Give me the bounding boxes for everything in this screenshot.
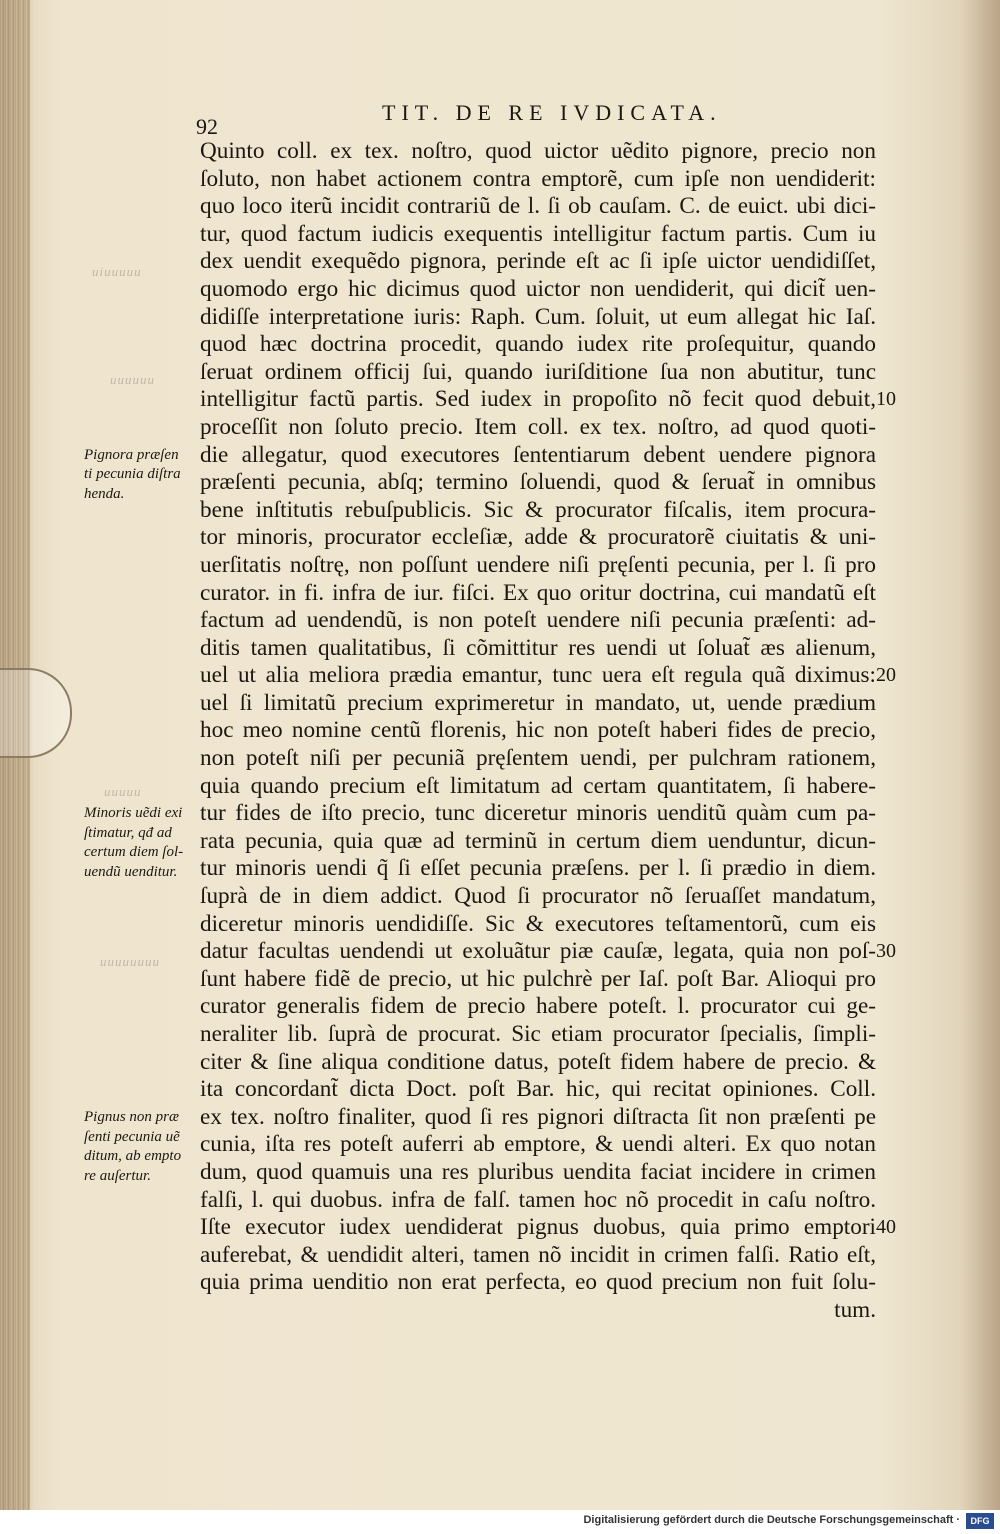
page-header	[196, 98, 876, 139]
text-line: non poteſt niſi per pecuniã pręſentem uendi, per pulchram rationem,	[200, 745, 876, 772]
text-line: dex uendit exequẽdo pignora, perinde eſt ac ſi ipſe uictor uendidiſſet,	[200, 248, 876, 275]
text-line: quod hæc doctrina procedit, quando iudex rite proſequitur, quando	[200, 331, 876, 358]
text-line: ſuprà de in diem addict. Quod ſi procurator nõ ſeruaſſet mandatum,	[200, 883, 876, 910]
text-line: ex tex. noſtro finaliter, quod ſi res pignori diſtracta ſit non præſenti pe	[200, 1103, 876, 1130]
text-line: tur fides de iſto precio, tunc diceretur minoris uenditũ quàm cum pa-	[200, 800, 876, 827]
funding-credit: Digitalisierung gefördert durch die Deutsche Forschungsgemeinschaft ·	[583, 1514, 960, 1526]
running-title: TIT. DE RE IVDICATA.	[382, 100, 722, 125]
margin-note	[84, 446, 202, 505]
text-line: diceretur minoris uendidiſſe. Sic & executores teſtamentorũ, cum eis	[200, 910, 876, 937]
text-line: quia prima uenditio non erat perfecta, eo quod precium non fuit ſolu-	[200, 1269, 876, 1296]
text-line: intelligitur factũ partis. Sed iudex in propoſito nõ fecit quod debuit,	[200, 386, 876, 413]
bleed-through-text: uuuuuuuu	[100, 954, 160, 969]
margin-note-line: certum diem ſol-	[84, 844, 184, 861]
paper-clip-tab	[0, 668, 72, 758]
text-line: curator. in fi. infra de iur. fiſci. Ex quo oritur doctrina, cui mandatũ eſt	[200, 579, 876, 606]
text-line: uerſitatis noſtrę, non poſſunt uendere niſi pręſenti pecunia, per l. ſi pro	[200, 551, 876, 578]
text-line: rata pecunia, quia quæ ad terminũ in certum diem uenduntur, dicun-	[200, 827, 876, 854]
margin-note-line: Minoris uẽdi exi	[84, 805, 183, 822]
text-line: quia quando precium eſt limitatum ad certam quantitatem, ſi habere-	[200, 772, 876, 799]
text-line: uel ut alia meliora prædia emantur, tunc uera eſt regula quã diximus:	[200, 662, 876, 689]
text-line: Quinto coll. ex tex. noſtro, quod uictor uẽdito pignore, precio non	[200, 138, 876, 164]
text-line: auferebat, & uendidit alteri, tamen nõ incidit in crimen falſi. Ratio eſt,	[200, 1241, 876, 1268]
bleed-through-text: uuuuuu	[110, 372, 155, 387]
text-line: quo loco iterũ incidit contrariũ de l. ſi ob cauſam. C. de euict. ubi dici-	[200, 193, 876, 220]
text-line: falſi, l. qui duobus. infra de falſ. tamen hoc nõ procedit in caſu noſtro.	[200, 1186, 876, 1213]
margin-note-line: ſtimatur, qđ ad	[84, 824, 172, 841]
line-number: 40	[876, 1216, 896, 1239]
text-line: uel ſi limitatũ precium exprimeretur in mandato, ut, uende prædium	[200, 689, 876, 716]
body-text	[200, 138, 876, 1325]
text-line: cunia, iſta res poteſt auferri ab emptore, & uendi alteri. Ex quo notan	[200, 1131, 876, 1158]
margin-note	[84, 1108, 202, 1186]
text-line: tur, quod factum iudicis exequentis intelligitur factum partis. Cum iu	[200, 220, 876, 247]
line-number: 30	[876, 940, 896, 963]
text-line: didiſſe interpretatione iuris: Raph. Cum. ſoluit, ut eum allegat hic Iaſ.	[200, 303, 876, 330]
text-line: ſoluto, non habet actionem contra emptorẽ, cum ipſe non uendiderit:	[200, 165, 876, 192]
margin-note-line: ti pecunia diſtra	[84, 466, 181, 483]
folio-number: 92	[196, 114, 218, 139]
text-line: præſenti pecunia, abſq; termino ſoluendi, quod & ſeruat̃ in omnibus	[200, 469, 876, 496]
text-line: tum.	[834, 1296, 876, 1323]
digitization-footer	[0, 1510, 1000, 1534]
text-line: hoc meo nomine centũ florenis, hic non poteſt haberi fides de precio,	[200, 717, 876, 744]
margin-note-line: uendũ uenditur.	[84, 863, 178, 880]
text-line: die allegatur, quod executores ſententiarum debent uendere pignora	[200, 441, 876, 468]
text-line: ditis tamen qualitatibus, ſi cõmittitur res uendi ut ſoluat̃ æs alienum,	[200, 634, 876, 661]
text-line: curator generalis fidem de precio habere poteſt. l. procurator cui ge-	[200, 993, 876, 1020]
text-line: tor minoris, procurator eccleſiæ, adde & procuratorẽ ciuitatis & uni-	[200, 524, 876, 551]
text-line: datur facultas uendendi ut exoluãtur piæ cauſæ, legata, quia non poſ-	[200, 938, 876, 965]
text-line: proceſſit non ſoluto precio. Item coll. ex tex. noſtro, ad quod quoti-	[200, 413, 876, 440]
text-line: ſeruat ordinem officij ſui, quando iuriſditione ſua non abutitur, tunc	[200, 358, 876, 385]
margin-note-line: ſenti pecunia uẽ	[84, 1128, 180, 1145]
margin-note-line: Pignora præſen	[84, 446, 179, 463]
bleed-through-text: uiuuuuu	[92, 264, 142, 279]
margin-note-line: ditum, ab empto	[84, 1148, 182, 1164]
text-line: quomodo ergo hic dicimus quod uictor non uendiderit, qui dicit̃ uen-	[200, 275, 876, 302]
line-number: 10	[876, 388, 896, 411]
margin-note-line: Pignus non præ	[84, 1109, 180, 1125]
margin-note-line: re auſertur.	[84, 1167, 151, 1184]
text-line: factum ad uendendũ, is non poteſt uendere niſi pecunia præſenti: ad-	[200, 607, 876, 634]
text-line: neraliter lib. ſuprà de procurat. Sic etiam procurator ſpecialis, ſimpli-	[200, 1021, 876, 1047]
margin-note-line: henda.	[84, 485, 125, 502]
text-line: dum, quod quamuis una res pluribus uendita faciat incidere in crimen	[200, 1158, 876, 1185]
text-line: bene inſtitutis rebuſpublicis. Sic & procurator fiſcalis, item procura-	[200, 496, 876, 523]
line-number: 20	[876, 664, 896, 687]
text-line: ita concordant̃ dicta Doct. poſt Bar. hic, qui recitat opiniones. Coll.	[200, 1076, 876, 1103]
text-line: citer & ſine aliqua conditione datus, poteſt fidem habere de precio. &	[200, 1048, 876, 1075]
bleed-through-text: uuuuu	[104, 784, 142, 799]
dfg-logo: DFG	[966, 1513, 994, 1529]
text-line: tur minoris uendi q̃ ſi eſſet pecunia præſens. per l. ſi prædio in diem.	[200, 855, 876, 882]
text-line: Iſte executor iudex uendiderat pignus duobus, quia primo emptori	[200, 1214, 876, 1241]
text-line: ſunt habere fidẽ de precio, ut hic pulchrè per Iaſ. poſt Bar. Alioqui pro	[200, 965, 876, 992]
margin-note	[84, 804, 202, 882]
